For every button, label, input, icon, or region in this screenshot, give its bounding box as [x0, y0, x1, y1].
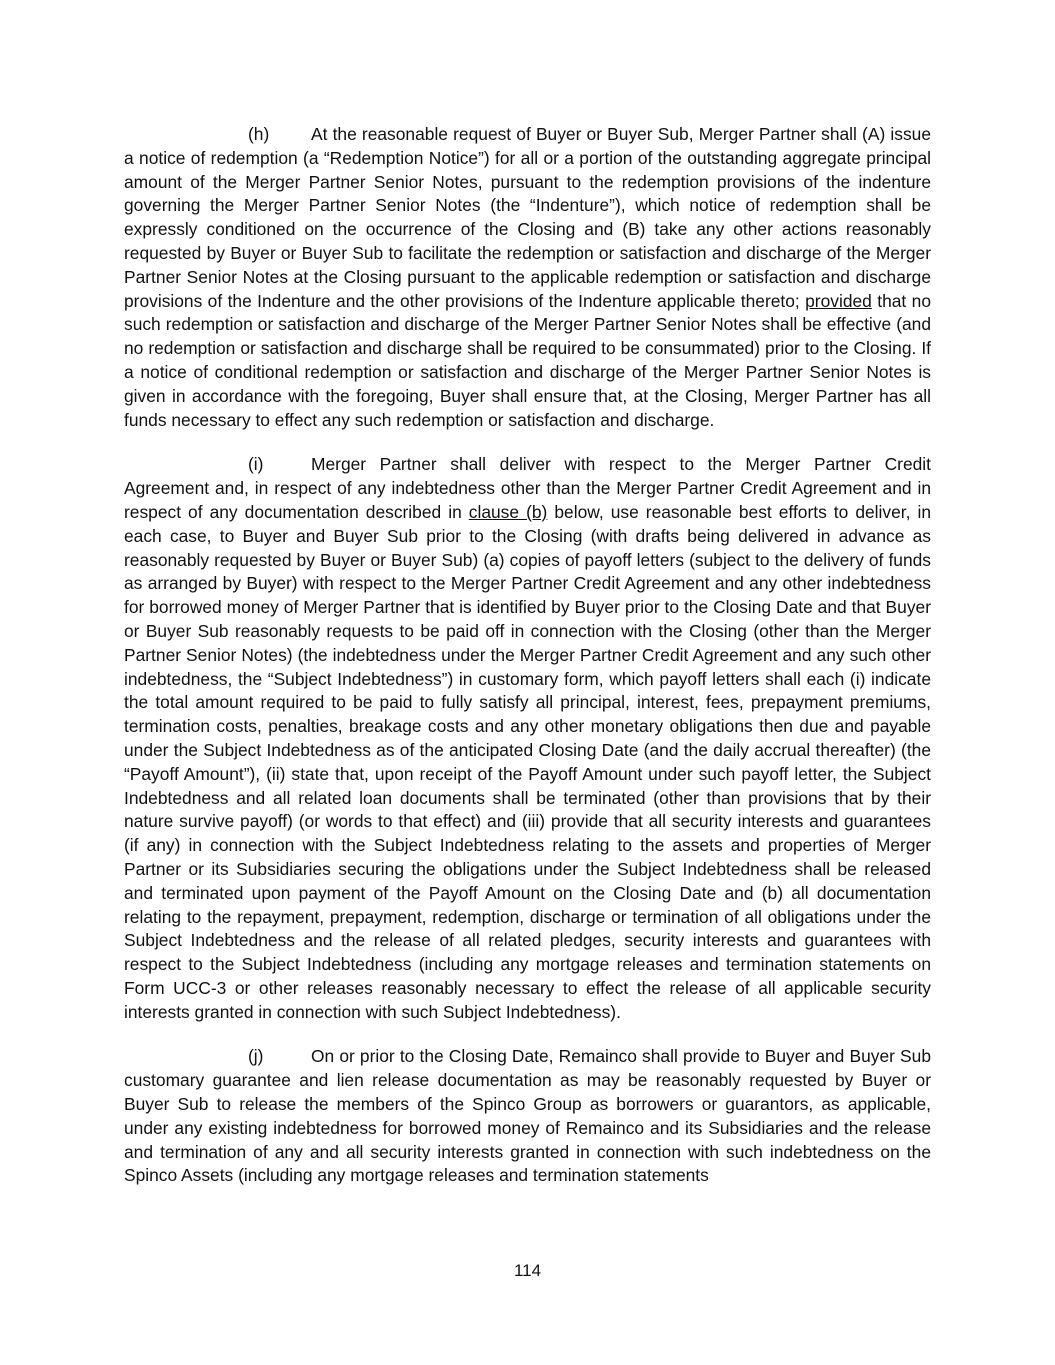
paragraph-i: [124, 453, 931, 1024]
page-number: 114: [513, 1261, 542, 1280]
paragraph-j-text-1: On or prior to the Closing Date, Remainco shall provide to Buyer and Buyer Sub customary guarantee and lien release documentation as may be reasonably requested by Buyer or Buyer Sub to release the members of the Spinco Group as borrowers or guarantors, as applicable, under any existing indebtedness for borrowed money of Remainco and its Subsidiaries and the release and termination of any and all security interests granted in connection with such indebtedness on the Spinco Assets (including any mortgage releases and termination statements: [124, 1046, 931, 1186]
clause-b-reference: clause (b): [468, 501, 548, 522]
paragraph-label-i: (i): [248, 454, 264, 475]
paragraph-h: [124, 123, 931, 432]
provided-term: provided: [805, 290, 872, 311]
document-body: [124, 123, 931, 1209]
paragraph-j: [124, 1045, 931, 1188]
paragraph-label-j: (j): [248, 1046, 264, 1067]
paragraph-i-text-1: Merger Partner shall deliver with respect to the Merger Partner Credit Agreement and, in respect of any indebtedness other than the Merger Partner Credit Agreement and in respect of any documentation described in: [124, 454, 931, 522]
paragraph-label-h: (h): [248, 124, 270, 144]
paragraph-i-text-2: below, use reasonable best efforts to deliver, in each case, to Buyer and Buyer Sub prior to the Closing (with drafts being delivered in advance as reasonably requested by Buyer or Buyer Sub) (a) copies of payoff letters (subject to the delivery of funds as arranged by Buyer) with respect to the Merger Partner Credit Agreement and any other indebtedness for borrowed money of Merger Partner that is identified by Buyer prior to the Closing Date and that Buyer or Buyer Sub reasonably requests to be paid off in connection with the Closing (other than the Merger Partner Senior Notes) (the indebtedness under the Merger Partner Credit Agreement and any such other indebtedness, the “Subject Indebtedness”) in customary form, which payoff letters shall each (i) indicate the total amount required to be paid to fully satisfy all principal, interest, fees, prepayment premiums, termination costs, penalties, breakage costs and any other monetary obligations then due and payable under the Subject Indebtedness as of the anticipated Closing Date (and the daily accrual thereafter) (the “Payoff Amount”), (ii) state that, upon receipt of the Payoff Amount under such payoff letter, the Subject Indebtedness and all related loan documents shall be terminated (other than provisions that by their nature survive payoff) (or words to that effect) and (iii) provide that all security interests and guarantees (if any) in connection with the Subject Indebtedness relating to the assets and properties of Merger Partner or its Subsidiaries securing the obligations under the Subject Indebtedness shall be released and terminated upon payment of the Payoff Amount on the Closing Date and (b) all documentation relating to the repayment, prepayment, redemption, discharge or termination of all obligations under the Subject Indebtedness and the release of all related pledges, security interests and guarantees with respect to the Subject Indebtedness (including any mortgage releases and termination statements on Form UCC-3 or other releases reasonably necessary to effect the release of all applicable security interests granted in connection with such Subject Indebtedness).: [124, 501, 932, 1022]
paragraph-h-text-2: that no such redemption or satisfaction and discharge of the Merger Partner Senior Notes shall be effective (and no redemption or satisfaction and discharge shall be required to be consummated) prior to the Closing. If a notice of conditional redemption or satisfaction and discharge of the Merger Partner Senior Notes is given in accordance with the foregoing, Buyer shall ensure that, at the Closing, Merger Partner has all funds necessary to effect any such redemption or satisfaction and discharge.: [124, 290, 931, 430]
paragraph-h-text-1: At the reasonable request of Buyer or Buyer Sub, Merger Partner shall (A) issue a notice of redemption (a “Redemption Notice”) for all or a portion of the outstanding aggregate principal amount of the Merger Partner Senior Notes, pursuant to the redemption provisions of the indenture governing the Merger Partner Senior Notes (the “Indenture”), which notice of redemption shall be expressly conditioned on the occurrence of the Closing and (B) take any other actions reasonably requested by Buyer or Buyer Sub to facilitate the redemption or satisfaction and discharge of the Merger Partner Senior Notes at the Closing pursuant to the applicable redemption or satisfaction and discharge provisions of the Indenture and the other provisions of the Indenture applicable thereto;: [124, 124, 931, 311]
